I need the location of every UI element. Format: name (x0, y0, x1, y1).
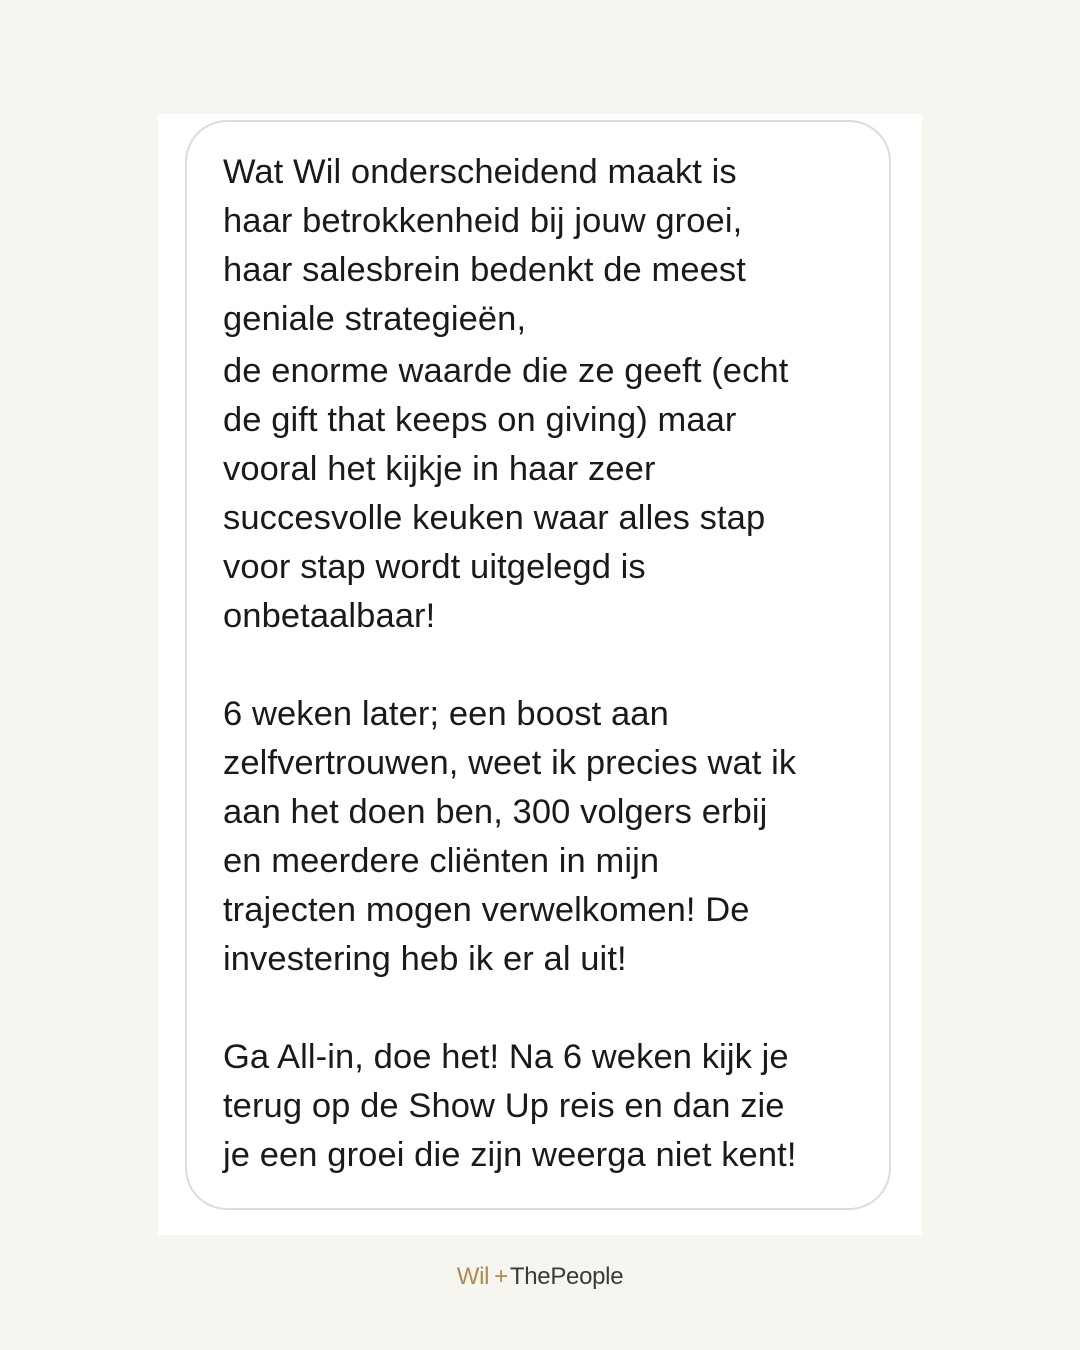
brand-name-thepeople: ThePeople (509, 1263, 624, 1290)
brand-plus-sign: + (494, 1263, 508, 1290)
message-paragraph: 6 weken later; een boost aan zelfvertrouwen, weet ik precies wat ik aan het doen ben, 300 volgers erbij en meerdere cliënten in mijn trajecten mogen verwelkomen! De investering heb ik er al uit! (223, 695, 797, 978)
message-paragraph: de enorme waarde die ze geeft (echt de gift that keeps on giving) maar vooral het kijkje in haar zeer succesvolle keuken waar alles stap voor stap wordt uitgelegd is onbetaalbaar! (223, 352, 789, 635)
message-bubble (185, 120, 891, 1210)
message-paragraph: Wat Wil onderscheidend maakt is haar betrokkenheid bij jouw groei, haar salesbrein bedenkt de meest geniale strategieën, (223, 153, 746, 338)
brand-logo (0, 1262, 1080, 1292)
message-text (223, 148, 873, 1180)
testimonial-screenshot-card (158, 114, 922, 1235)
brand-name-wil: Wil (456, 1263, 490, 1290)
message-paragraph: Ga All-in, doe het! Na 6 weken kijk je terug op de Show Up reis en dan zie je een groei die zijn weerga niet kent! (223, 1038, 797, 1174)
